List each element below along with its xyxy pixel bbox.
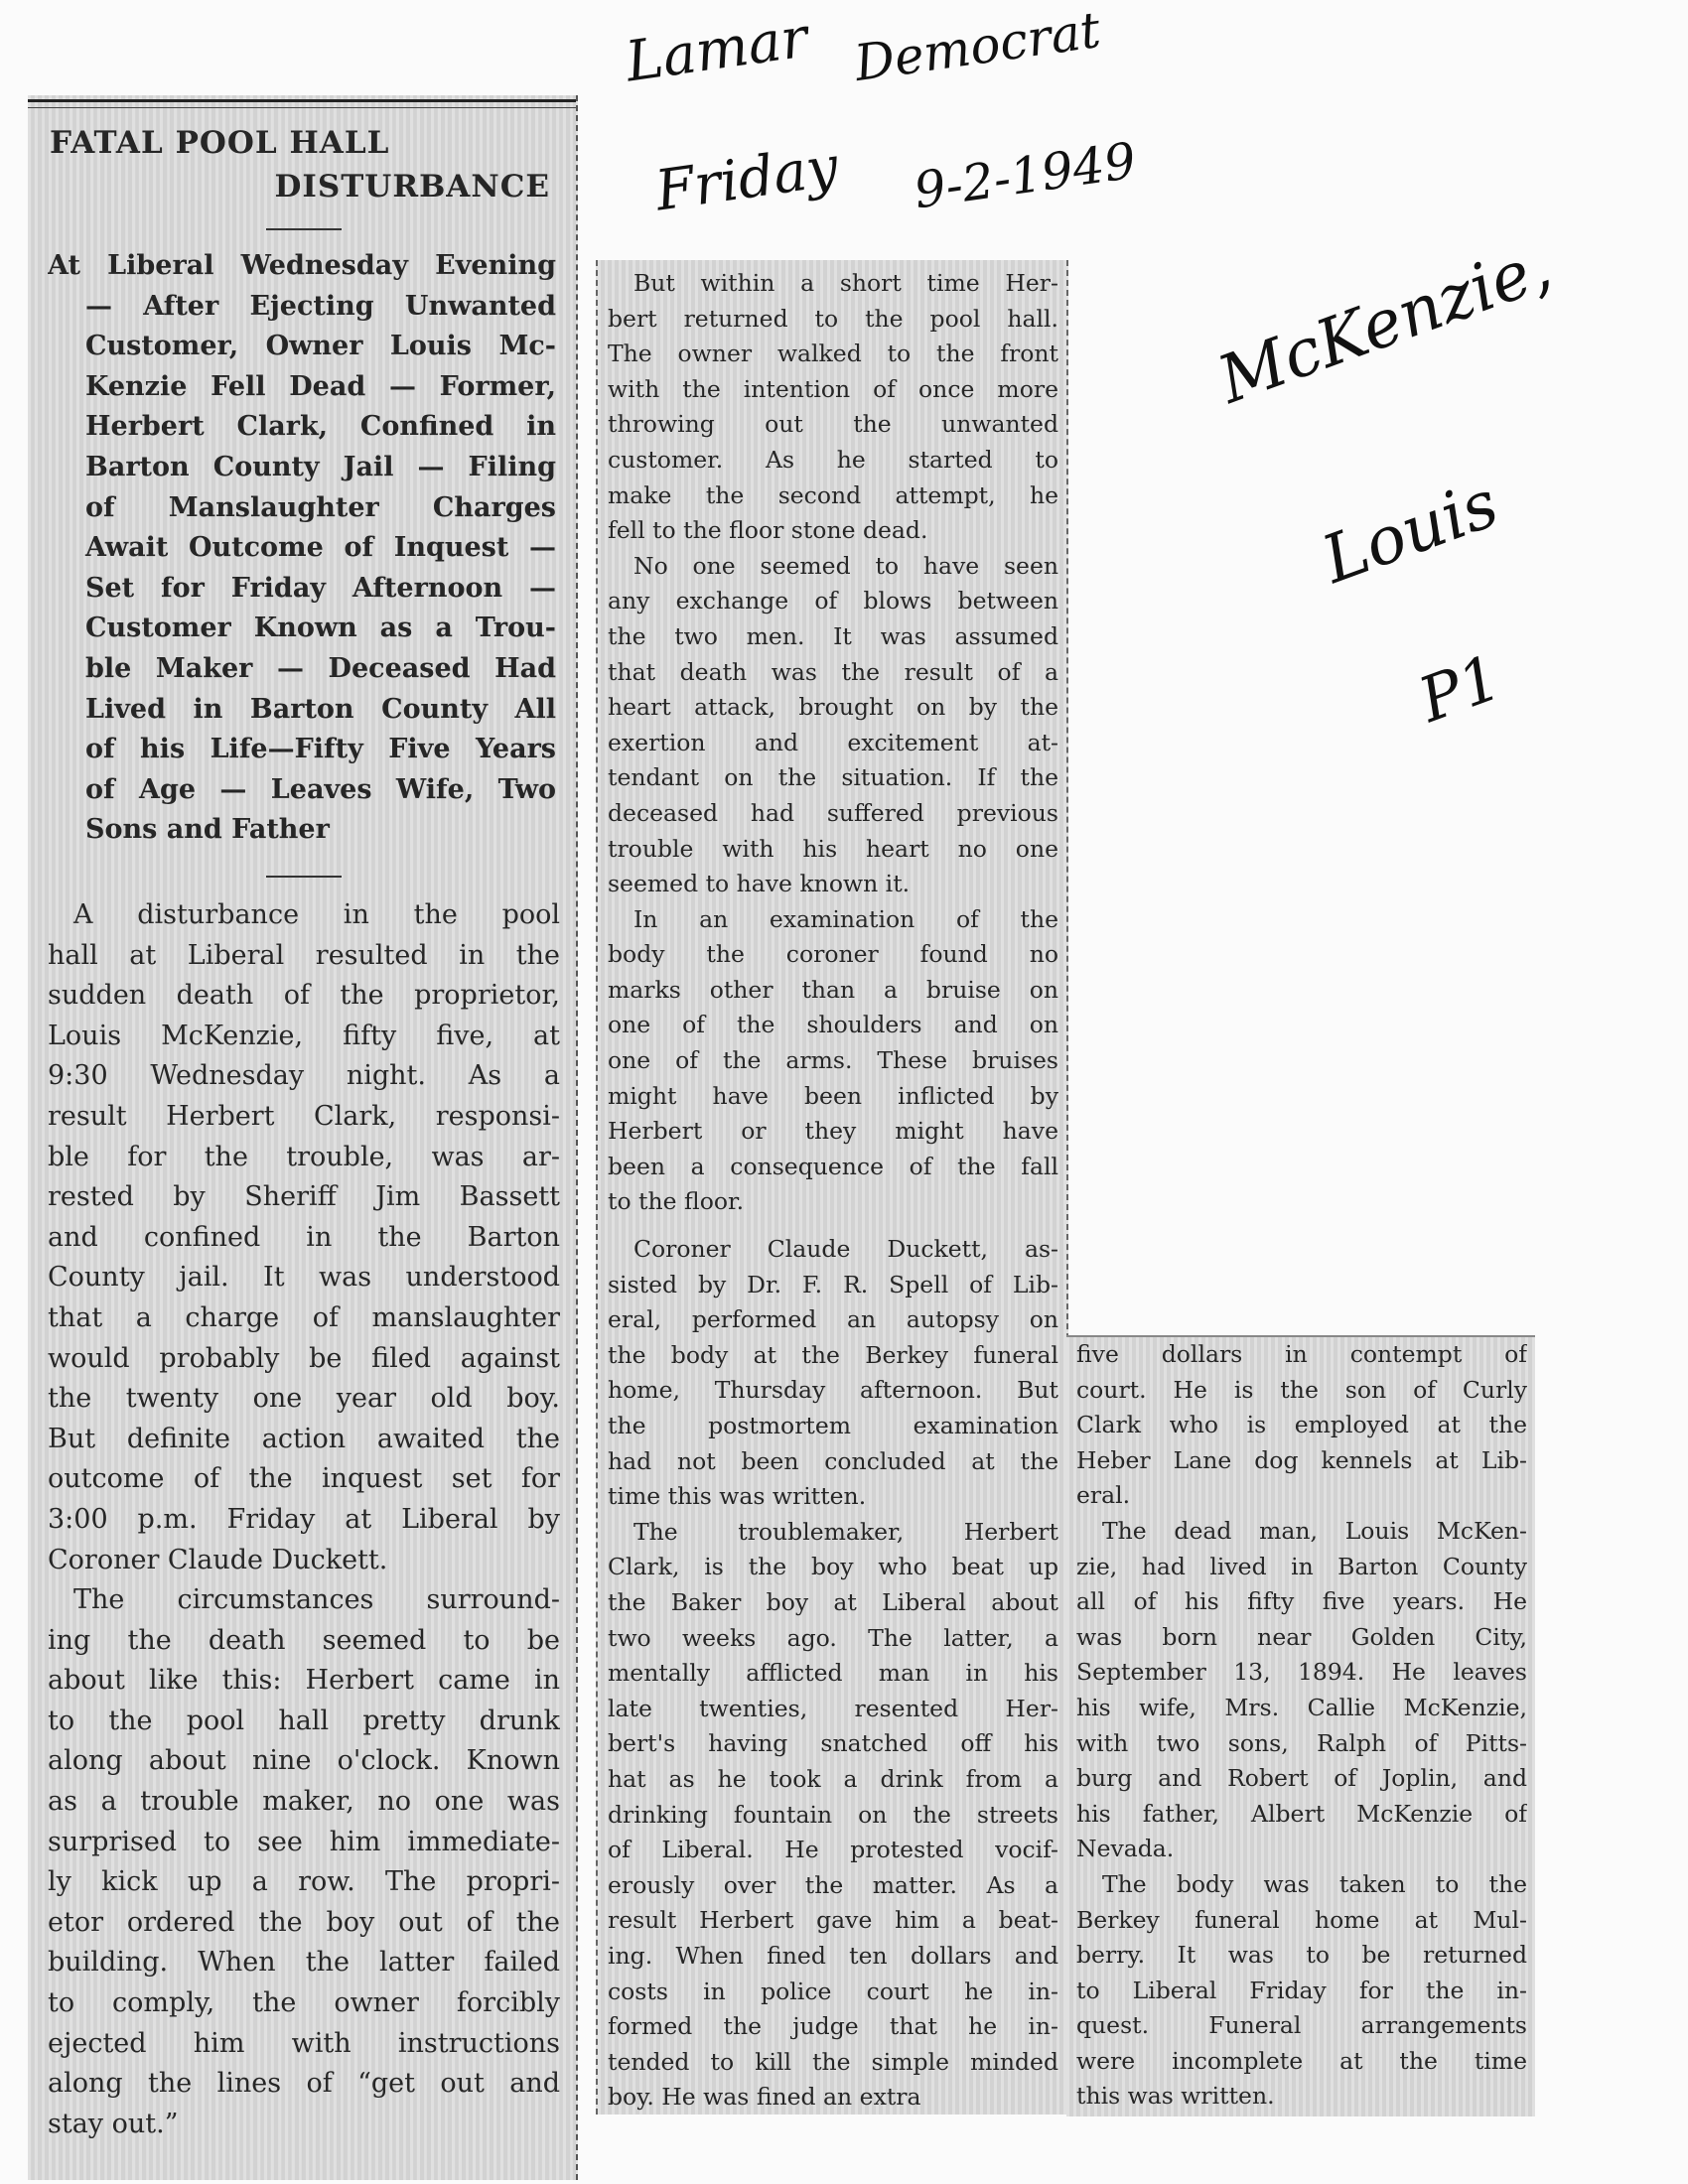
text-line: his wife, Mrs. Callie McKenzie, xyxy=(1076,1693,1527,1721)
text-line: costs in police court he in- xyxy=(608,1977,1058,2005)
text-line: A disturbance in the pool xyxy=(73,899,560,930)
text-line: seemed to have known it. xyxy=(608,870,911,898)
article-body-column-1 xyxy=(48,895,560,2144)
text-line: result Herbert Clark, responsi- xyxy=(48,1100,560,1132)
text-line: been a consequence of the fall xyxy=(608,1152,1058,1180)
text-line: Coroner Claude Duckett. xyxy=(48,1544,388,1575)
text-line: two weeks ago. The latter, a xyxy=(608,1623,1058,1652)
text-line: bert returned to the pool hall. xyxy=(608,304,1058,333)
text-line: ble for the trouble, was ar- xyxy=(48,1141,560,1172)
subhead-line: of Manslaughter Charges xyxy=(85,491,556,523)
text-line: building. When the latter failed xyxy=(48,1947,560,1979)
text-line: the body at the Berkey funeral xyxy=(608,1340,1058,1369)
handwritten-source-lamar: Lamar xyxy=(622,5,812,95)
clipping-column-1 xyxy=(28,95,578,2180)
text-line: bert's having snatched off his xyxy=(608,1729,1058,1758)
handwritten-surname: McKenzie, xyxy=(1208,227,1561,419)
subhead-line: — After Ejecting Unwanted xyxy=(85,290,556,322)
text-line: time this was written. xyxy=(608,1482,867,1511)
subhead-line: Lived in Barton County All xyxy=(85,693,556,725)
text-line: 9:30 Wednesday night. As a xyxy=(48,1060,560,1092)
text-line: The dead man, Louis McKen- xyxy=(1102,1516,1527,1545)
text-line: The circumstances surround- xyxy=(73,1584,560,1616)
text-line: heart attack, brought on by the xyxy=(608,693,1058,722)
text-line: But definite action awaited the xyxy=(48,1423,560,1454)
text-line: County jail. It was understood xyxy=(48,1262,560,1294)
text-line: ly kick up a row. The propri- xyxy=(48,1866,560,1898)
text-line: But within a short time Her- xyxy=(633,269,1058,297)
text-line: might have been inflicted by xyxy=(608,1081,1058,1110)
text-line: customer. As he started to xyxy=(608,445,1058,474)
text-line: the Baker boy at Liberal about xyxy=(608,1587,1058,1616)
text-line: quest. Funeral arrangements xyxy=(1076,2011,1527,2040)
subhead-line: At Liberal Wednesday Evening xyxy=(48,250,556,281)
subhead-line: Customer, Owner Louis Mc- xyxy=(85,331,556,362)
text-line: rested by Sheriff Jim Bassett xyxy=(48,1181,560,1213)
text-line: etor ordered the boy out of the xyxy=(48,1906,560,1938)
text-line: home, Thursday afternoon. But xyxy=(608,1376,1058,1405)
text-line: five dollars in contempt of xyxy=(1076,1340,1527,1368)
text-line: ejected him with instructions xyxy=(48,2027,560,2059)
text-line: any exchange of blows between xyxy=(608,587,1058,615)
subhead-line: Set for Friday Afternoon — xyxy=(85,572,556,604)
handwritten-day: Friday xyxy=(651,134,842,224)
text-line: sudden death of the proprietor, xyxy=(48,980,560,1012)
text-line: the twenty one year old boy. xyxy=(48,1383,560,1415)
text-line: about like this: Herbert came in xyxy=(48,1665,560,1697)
handwritten-given-name: Louis xyxy=(1313,465,1508,599)
text-line: all of his fifty five years. He xyxy=(1076,1587,1527,1616)
text-line: exertion and excitement at- xyxy=(608,728,1058,756)
text-line: result Herbert gave him a beat- xyxy=(608,1906,1058,1935)
text-line: to comply, the owner forcibly xyxy=(48,1987,560,2019)
subhead-line: ble Maker — Deceased Had xyxy=(85,652,556,684)
handwritten-source-democrat: Democrat xyxy=(851,0,1104,93)
subhead-line: Barton County Jail — Filing xyxy=(85,451,556,482)
top-rule xyxy=(28,99,576,102)
text-line: tended to kill the simple minded xyxy=(608,2047,1058,2076)
paragraph-gap xyxy=(608,1220,1058,1232)
text-line: as a trouble maker, no one was xyxy=(48,1786,560,1818)
text-line: late twenties, resented Her- xyxy=(608,1694,1058,1722)
text-line: eral, performed an autopsy on xyxy=(608,1305,1058,1334)
headline-divider xyxy=(266,228,342,230)
subhead-line: Await Outcome of Inquest — xyxy=(85,532,556,564)
text-line: one of the arms. These bruises xyxy=(608,1046,1058,1075)
text-line: hall at Liberal resulted in the xyxy=(48,939,560,971)
subhead-line: Kenzie Fell Dead — Former, xyxy=(85,370,556,402)
subhead-divider xyxy=(266,876,342,878)
text-line: stay out.” xyxy=(48,2108,179,2139)
text-line: this was written. xyxy=(1076,2082,1275,2111)
text-line: throwing out the unwanted xyxy=(608,410,1058,439)
text-line: tendant on the situation. If the xyxy=(608,763,1058,792)
text-line: his father, Albert McKenzie of xyxy=(1076,1799,1527,1828)
handwritten-date: 9-2-1949 xyxy=(910,131,1140,220)
text-line: with the intention of once more xyxy=(608,374,1058,403)
text-line: had not been concluded at the xyxy=(608,1446,1058,1475)
text-line: the two men. It was assumed xyxy=(608,621,1058,650)
text-line: to the pool hall pretty drunk xyxy=(48,1705,560,1736)
text-line: September 13, 1894. He leaves xyxy=(1076,1658,1527,1687)
text-line: 3:00 p.m. Friday at Liberal by xyxy=(48,1503,560,1535)
text-line: eral. xyxy=(1076,1481,1131,1510)
text-line: Clark who is employed at the xyxy=(1076,1411,1527,1439)
text-line: berry. It was to be returned xyxy=(1076,1941,1527,1970)
text-line: court. He is the son of Curly xyxy=(1076,1375,1527,1404)
text-line: the postmortem examination xyxy=(608,1412,1058,1439)
text-line: would probably be filed against xyxy=(48,1342,560,1374)
text-line: No one seemed to have seen xyxy=(633,551,1058,580)
text-line: drinking fountain on the streets xyxy=(608,1800,1058,1829)
text-line: Louis McKenzie, fifty five, at xyxy=(48,1020,560,1051)
text-line: outcome of the inquest set for xyxy=(48,1463,560,1495)
handwritten-page: P1 xyxy=(1409,640,1511,737)
text-line: along the lines of “get out and xyxy=(48,2068,560,2100)
text-line: erously over the matter. As a xyxy=(608,1870,1058,1899)
text-line: ing. When fined ten dollars and xyxy=(608,1941,1058,1970)
text-line: Herbert or they might have xyxy=(608,1117,1058,1146)
text-line: Heber Lane dog kennels at Lib- xyxy=(1076,1445,1527,1474)
text-line: hat as he took a drink from a xyxy=(608,1764,1058,1793)
text-line: surprised to see him immediate- xyxy=(48,1826,560,1857)
text-line: boy. He was fined an extra xyxy=(608,2083,921,2112)
clipping-column-3 xyxy=(1066,1335,1535,2116)
text-line: that death was the result of a xyxy=(608,657,1058,686)
subhead-line: Herbert Clark, Confined in xyxy=(85,411,556,443)
headline-line-1: FATAL POOL HALL xyxy=(50,125,390,161)
text-line: Clark, is the boy who beat up xyxy=(608,1553,1058,1581)
text-line: make the second attempt, he xyxy=(608,480,1058,509)
text-line: ing the death seemed to be xyxy=(48,1624,560,1656)
text-line: The troublemaker, Herbert xyxy=(633,1517,1058,1546)
text-line: Nevada. xyxy=(1076,1835,1175,1863)
article-body-column-3 xyxy=(1076,1337,1527,2115)
text-line: of Liberal. He protested vocif- xyxy=(608,1836,1058,1864)
text-line: fell to the floor stone dead. xyxy=(608,516,928,545)
clipping-column-2 xyxy=(596,260,1068,2115)
text-line: burg and Robert of Joplin, and xyxy=(1076,1764,1527,1793)
subhead-line: Sons and Father xyxy=(85,814,330,846)
text-line: one of the shoulders and on xyxy=(608,1011,1058,1039)
text-line: mentally afflicted man in his xyxy=(608,1659,1058,1688)
text-line: along about nine o'clock. Known xyxy=(48,1745,560,1777)
text-line: zie, had lived in Barton County xyxy=(1076,1552,1527,1580)
text-line: deceased had suffered previous xyxy=(608,798,1058,827)
text-line: marks other than a bruise on xyxy=(608,975,1058,1004)
subheadline xyxy=(48,246,556,851)
text-line: In an examination of the xyxy=(633,904,1058,933)
article-body-column-2 xyxy=(608,266,1058,2116)
text-line: Coroner Claude Duckett, as- xyxy=(633,1235,1058,1264)
text-line: to Liberal Friday for the in- xyxy=(1076,1976,1527,2004)
text-line: and confined in the Barton xyxy=(48,1221,560,1253)
text-line: trouble with his heart no one xyxy=(608,834,1058,863)
text-line: body the coroner found no xyxy=(608,940,1058,969)
text-line: were incomplete at the time xyxy=(1076,2046,1527,2075)
text-line: was born near Golden City, xyxy=(1076,1622,1527,1651)
subhead-line: of his Life—Fifty Five Years xyxy=(85,734,556,765)
text-line: sisted by Dr. F. R. Spell of Lib- xyxy=(608,1270,1058,1298)
text-line: The body was taken to the xyxy=(1102,1869,1527,1898)
subhead-line: Customer Known as a Trou- xyxy=(85,613,556,644)
text-line: formed the judge that he in- xyxy=(608,2012,1058,2041)
text-line: with two sons, Ralph of Pitts- xyxy=(1076,1728,1527,1757)
text-line: The owner walked to the front xyxy=(608,340,1058,368)
headline-line-2: DISTURBANCE xyxy=(274,169,550,205)
text-line: that a charge of manslaughter xyxy=(48,1301,560,1333)
text-line: to the floor. xyxy=(608,1187,745,1216)
subhead-line: of Age — Leaves Wife, Two xyxy=(85,773,556,805)
top-rule-thin xyxy=(28,107,576,108)
text-line: Berkey funeral home at Mul- xyxy=(1076,1905,1527,1934)
